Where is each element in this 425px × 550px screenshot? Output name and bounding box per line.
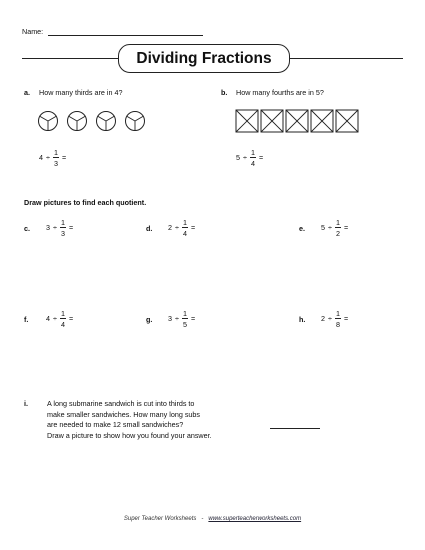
denominator: 4 xyxy=(250,158,255,168)
divide-sign: ÷ xyxy=(46,153,50,163)
whole-number: 5 xyxy=(236,153,240,163)
numerator: 1 xyxy=(53,148,58,157)
page-title: Dividing Fractions xyxy=(118,44,290,73)
problem-b-question: How many fourths are in 5? xyxy=(236,88,324,97)
problem-e-expression xyxy=(321,219,348,237)
divide-sign: ÷ xyxy=(328,314,332,324)
denominator: 4 xyxy=(182,228,187,238)
denominator: 3 xyxy=(60,228,65,238)
fourths-box xyxy=(336,110,358,132)
footer xyxy=(0,516,425,522)
numerator: 1 xyxy=(335,218,340,227)
fraction xyxy=(182,219,188,237)
whole-number: 3 xyxy=(46,223,50,233)
problem-c-expression xyxy=(46,219,73,237)
denominator: 5 xyxy=(182,319,187,329)
problem-a-question: How many thirds are in 4? xyxy=(39,88,123,97)
problem-g-expression xyxy=(168,310,195,328)
numerator: 1 xyxy=(250,148,255,157)
fourths-box xyxy=(261,110,283,132)
answer-line[interactable] xyxy=(270,428,320,429)
equals-sign: = xyxy=(68,314,74,324)
denominator: 8 xyxy=(335,319,340,329)
equals-sign: = xyxy=(343,223,349,233)
footer-brand: Super Teacher Worksheets xyxy=(123,516,197,522)
footer-separator: - xyxy=(201,516,204,522)
problem-f-expression xyxy=(46,310,73,328)
equals-sign: = xyxy=(258,153,264,163)
whole-number: 2 xyxy=(168,223,172,233)
name-label: Name: xyxy=(22,27,44,36)
whole-number: 2 xyxy=(321,314,325,324)
fraction xyxy=(60,219,66,237)
problem-d-letter: d. xyxy=(146,224,153,233)
fraction xyxy=(335,219,341,237)
problem-d-expression xyxy=(168,219,195,237)
problem-g-letter: g. xyxy=(146,315,153,324)
problem-h-letter: h. xyxy=(299,315,306,324)
fraction xyxy=(60,310,66,328)
numerator: 1 xyxy=(60,309,65,318)
whole-number: 5 xyxy=(321,223,325,233)
footer-link[interactable]: www.superteacherworksheets.com xyxy=(208,516,302,522)
divide-sign: ÷ xyxy=(175,314,179,324)
word-problem-line-3: are needed to make 12 small sandwiches? xyxy=(47,420,184,429)
word-problem-line-2: make smaller sandwiches. How many long subs xyxy=(47,410,200,419)
numerator: 1 xyxy=(182,309,187,318)
denominator: 4 xyxy=(60,319,65,329)
equals-sign: = xyxy=(190,314,196,324)
problem-e-letter: e. xyxy=(299,224,305,233)
fourths-box xyxy=(236,110,258,132)
instruction-text: Draw pictures to find each quotient. xyxy=(24,198,147,207)
fraction xyxy=(335,310,341,328)
fraction xyxy=(250,149,256,167)
fourths-box xyxy=(286,110,308,132)
equals-sign: = xyxy=(190,223,196,233)
equals-sign: = xyxy=(68,223,74,233)
equals-sign: = xyxy=(61,153,67,163)
divide-sign: ÷ xyxy=(53,314,57,324)
denominator: 3 xyxy=(53,158,58,168)
problem-b-expression xyxy=(236,149,263,167)
fraction xyxy=(182,310,188,328)
divide-sign: ÷ xyxy=(53,223,57,233)
problem-b-letter: b. xyxy=(221,88,228,97)
whole-number: 4 xyxy=(46,314,50,324)
fourths-box xyxy=(311,110,333,132)
divide-sign: ÷ xyxy=(328,223,332,233)
problem-f-letter: f. xyxy=(24,315,29,324)
problem-a-letter: a. xyxy=(24,88,30,97)
problem-h-expression xyxy=(321,310,348,328)
whole-number: 3 xyxy=(168,314,172,324)
denominator: 2 xyxy=(335,228,340,238)
equals-sign: = xyxy=(343,314,349,324)
divide-sign: ÷ xyxy=(175,223,179,233)
divide-sign: ÷ xyxy=(243,153,247,163)
numerator: 1 xyxy=(60,218,65,227)
word-problem-line-4: Draw a picture to show how you found your answer. xyxy=(47,431,212,440)
numerator: 1 xyxy=(335,309,340,318)
whole-number: 4 xyxy=(39,153,43,163)
problem-c-letter: c. xyxy=(24,224,30,233)
problem-i-letter: i. xyxy=(24,399,28,408)
numerator: 1 xyxy=(182,218,187,227)
word-problem-line-1: A long submarine sandwich is cut into thirds to xyxy=(47,399,195,408)
